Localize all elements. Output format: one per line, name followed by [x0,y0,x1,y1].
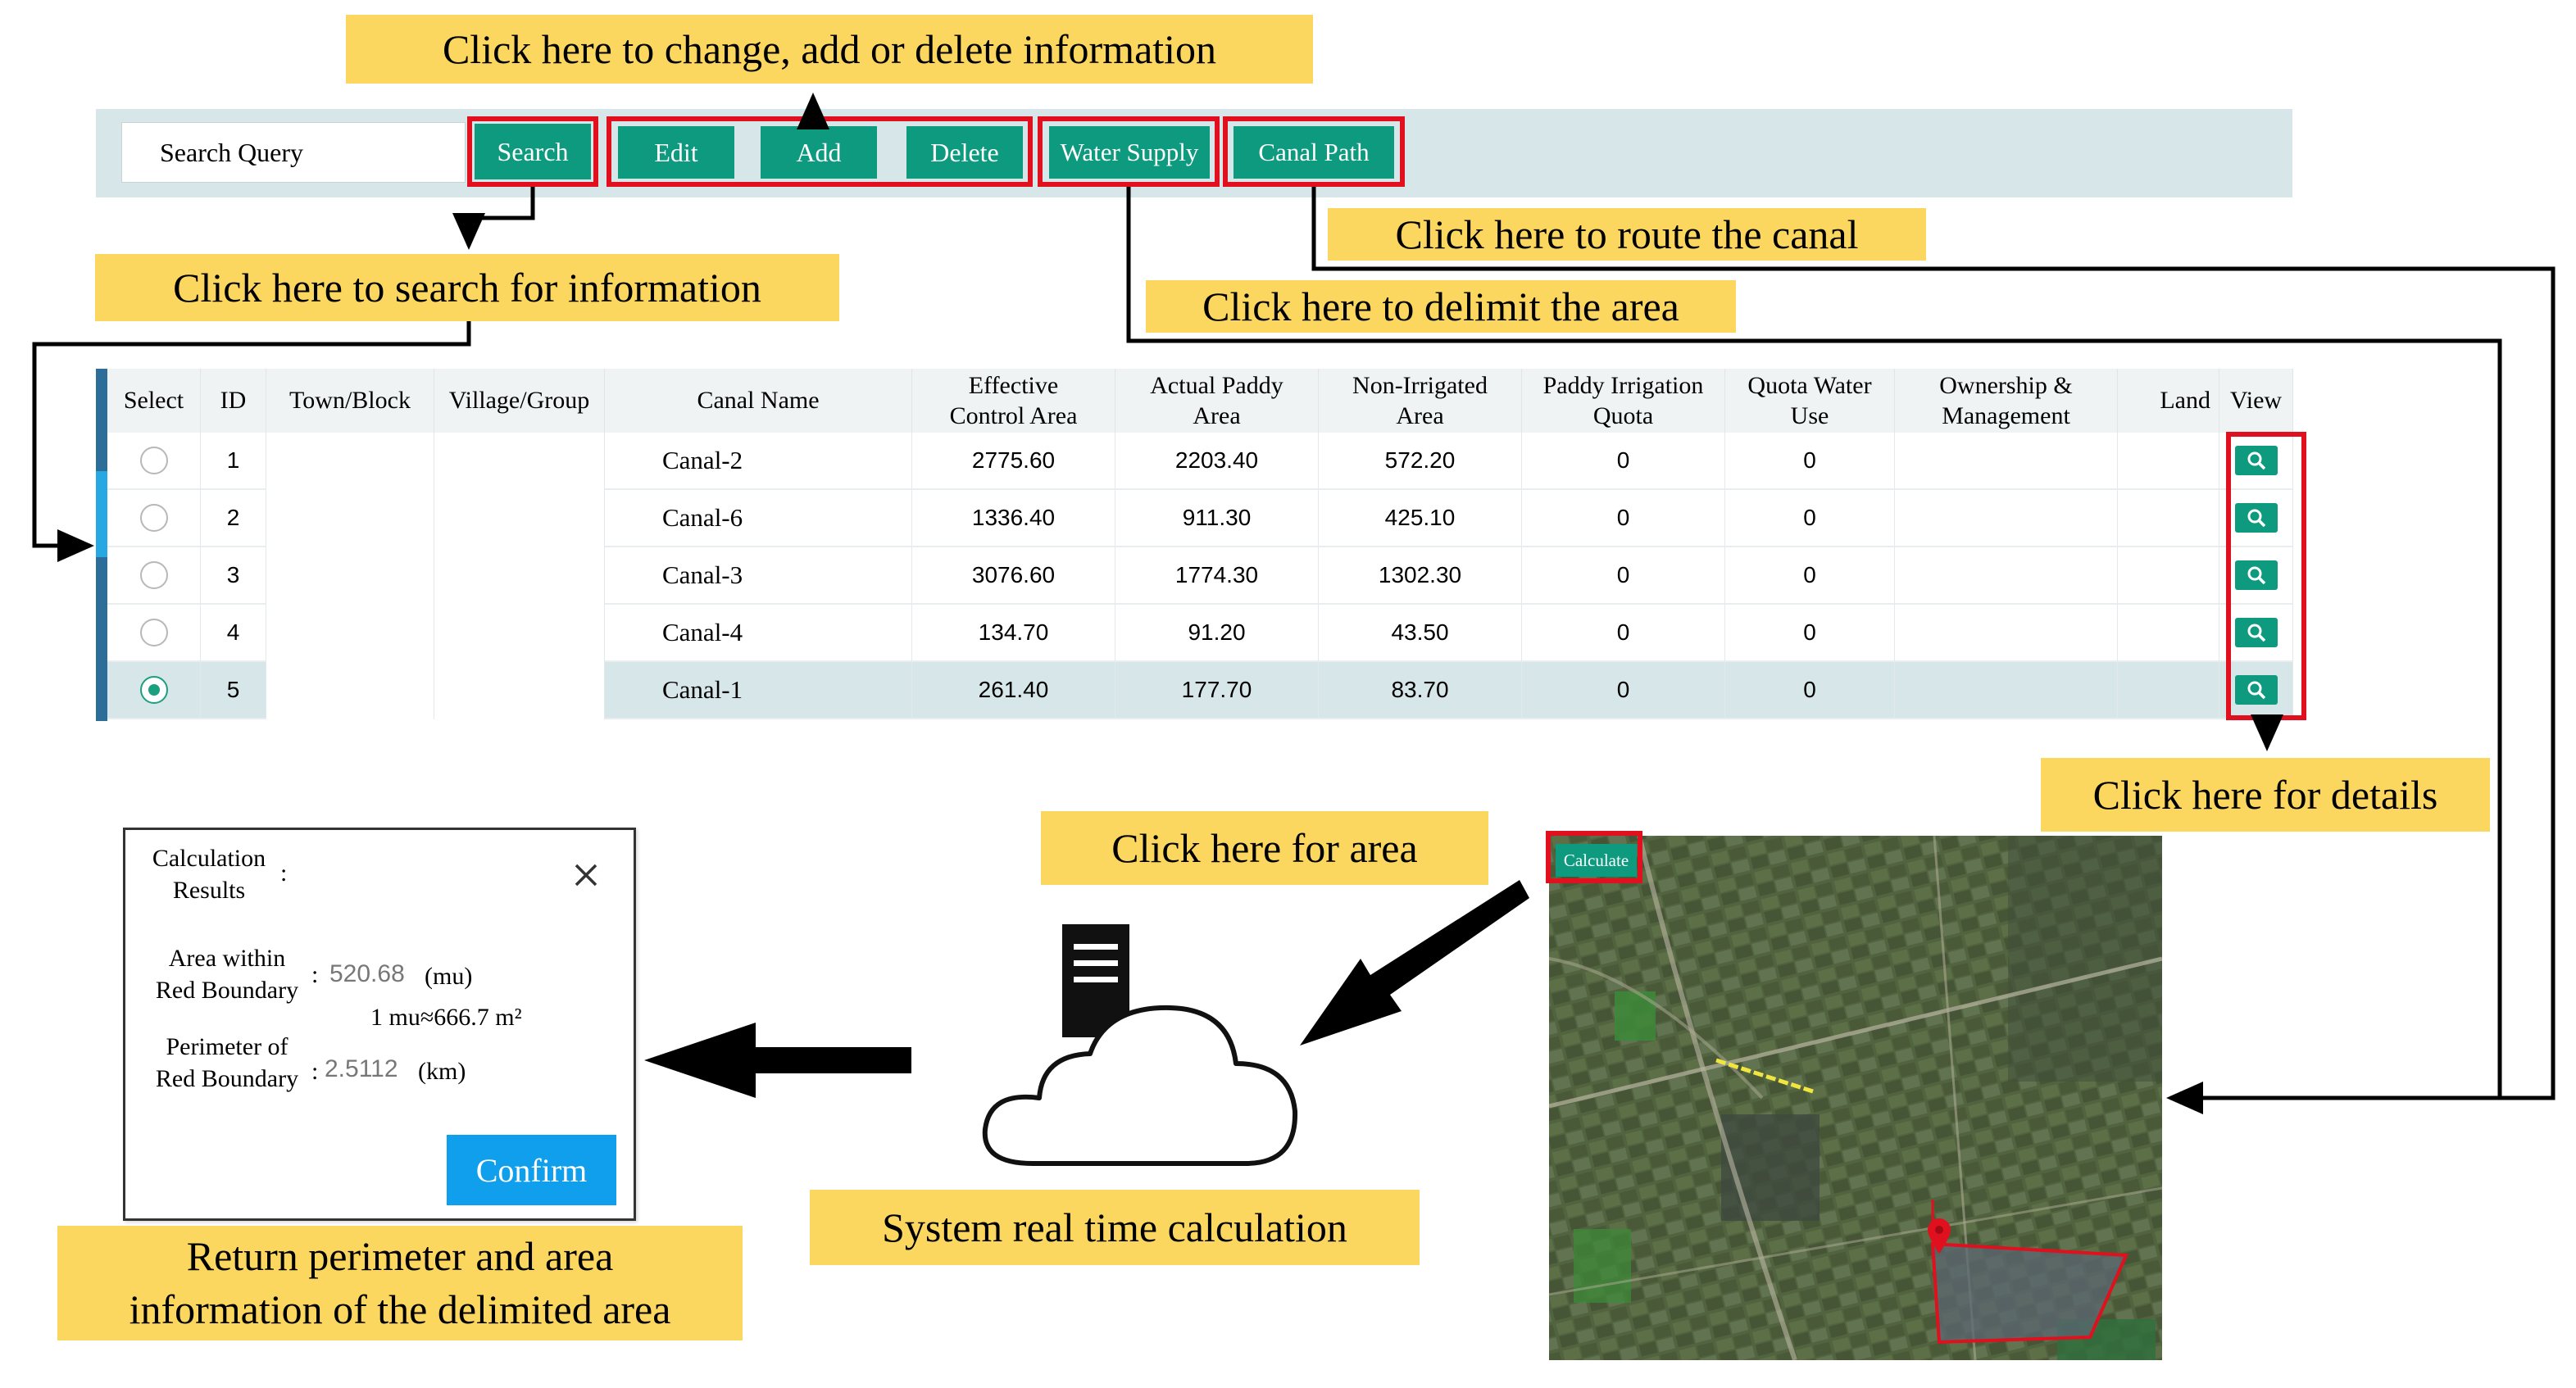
cell-village [434,547,605,605]
cell-ownership [1895,662,2118,719]
cell-canal: Canal-2 [605,433,912,490]
cell-paddy: 177.70 [1115,662,1319,719]
cell-effective: 2775.60 [912,433,1115,490]
magnifier-icon [2246,565,2267,586]
header-land: Land [2118,369,2219,433]
cell-ownership [1895,433,2118,490]
cell-ownership [1895,605,2118,662]
row-view [2219,662,2293,719]
row-select [107,605,201,662]
cell-ownership [1895,490,2118,547]
cell-canal: Canal-4 [605,605,912,662]
cell-village [434,605,605,662]
header-quota: Paddy Irrigation Quota [1522,369,1725,433]
delete-button[interactable]: Delete [906,126,1023,179]
cell-nonirrigated: 43.50 [1319,605,1522,662]
area-colon: : [311,961,319,988]
header-village: Village/Group [434,369,605,433]
header-paddy: Actual Paddy Area [1115,369,1319,433]
view-details-button[interactable] [2235,675,2278,705]
unit-conversion: 1 mu≈666.7 m² [370,1004,522,1031]
header-ownership: Ownership & Management [1895,369,2118,433]
cell-ownership [1895,547,2118,605]
cell-village [434,433,605,490]
cell-water: 0 [1725,547,1895,605]
header-canal: Canal Name [605,369,912,433]
cell-id: 4 [201,605,266,662]
perimeter-value: 2.5112 [325,1055,398,1082]
header-nonirrigated: Non-Irrigated Area [1319,369,1522,433]
header-view: View [2219,369,2293,433]
row-select-radio[interactable] [140,504,168,532]
cell-id: 5 [201,662,266,719]
confirm-button[interactable]: Confirm [447,1135,616,1205]
area-unit: (mu) [425,963,473,990]
cell-effective: 134.70 [912,605,1115,662]
cell-effective: 3076.60 [912,547,1115,605]
row-view [2219,490,2293,547]
magnifier-icon [2246,622,2267,643]
cell-quota: 0 [1522,547,1725,605]
row-select [107,490,201,547]
cloud-server-icon [975,918,1311,1180]
cell-nonirrigated: 572.20 [1319,433,1522,490]
cell-village [434,490,605,547]
search-button[interactable]: Search [475,124,591,179]
cell-water: 0 [1725,662,1895,719]
cell-land [2118,662,2219,719]
cell-quota: 0 [1522,490,1725,547]
callout-delimit-area: Click here to delimit the area [1146,280,1736,333]
perimeter-colon: : [311,1058,319,1085]
cell-canal: Canal-1 [605,662,912,719]
cell-town [266,662,434,719]
row-select-radio[interactable] [140,561,168,589]
calculate-button[interactable]: Calculate [1556,844,1637,877]
cell-quota: 0 [1522,662,1725,719]
satellite-map[interactable] [1549,836,2162,1360]
area-value: 520.68 [329,960,405,987]
cell-town [266,490,434,547]
perimeter-unit: (km) [418,1058,466,1085]
cell-nonirrigated: 425.10 [1319,490,1522,547]
dialog-title: Calculation Results [152,845,266,904]
table-accent-highlight [96,471,107,557]
header-select: Select [107,369,201,433]
cell-land [2118,490,2219,547]
callout-area: Click here for area [1041,811,1488,885]
row-view [2219,433,2293,490]
callout-change-add-delete: Click here to change, add or delete information [346,15,1313,84]
cell-paddy: 91.20 [1115,605,1319,662]
view-details-button[interactable] [2235,618,2278,647]
row-select-radio[interactable] [140,676,168,704]
cell-paddy: 2203.40 [1115,433,1319,490]
cell-water: 0 [1725,490,1895,547]
close-icon[interactable] [571,860,601,890]
cell-canal: Canal-3 [605,547,912,605]
cell-quota: 0 [1522,433,1725,490]
edit-button[interactable]: Edit [618,126,734,179]
callout-search: Click here to search for information [95,254,839,321]
cell-land [2118,433,2219,490]
canal-path-button[interactable]: Canal Path [1233,126,1394,179]
dialog-title-colon: : [280,860,288,887]
magnifier-icon [2246,679,2267,701]
callout-return: Return perimeter and area information of the delimited area [57,1226,743,1340]
cell-paddy: 1774.30 [1115,547,1319,605]
row-select [107,433,201,490]
header-id: ID [201,369,266,433]
row-select [107,547,201,605]
cell-id: 3 [201,547,266,605]
magnifier-icon [2246,507,2267,528]
cell-village [434,662,605,719]
magnifier-icon [2246,450,2267,471]
perimeter-label: Perimeter of Red Boundary [155,1033,299,1092]
cell-effective: 261.40 [912,662,1115,719]
header-town: Town/Block [266,369,434,433]
row-select-radio[interactable] [140,447,168,474]
view-details-button[interactable] [2235,446,2278,475]
header-water: Quota Water Use [1725,369,1895,433]
view-details-button[interactable] [2235,503,2278,533]
cell-land [2118,547,2219,605]
callout-route-canal: Click here to route the canal [1328,208,1926,261]
callout-realtime: System real time calculation [810,1190,1420,1265]
cell-water: 0 [1725,605,1895,662]
cell-canal: Canal-6 [605,490,912,547]
area-label: Area within Red Boundary [155,945,299,1004]
cell-town [266,547,434,605]
row-view [2219,605,2293,662]
row-select-radio[interactable] [140,619,168,646]
cell-quota: 0 [1522,605,1725,662]
view-details-button[interactable] [2235,560,2278,590]
row-view [2219,547,2293,605]
cell-town [266,433,434,490]
cell-water: 0 [1725,433,1895,490]
row-select [107,662,201,719]
cell-nonirrigated: 1302.30 [1319,547,1522,605]
add-button[interactable]: Add [761,126,877,179]
cell-id: 2 [201,490,266,547]
map-pin-icon [1926,1218,1952,1255]
callout-details: Click here for details [2041,758,2490,832]
header-effective: Effective Control Area [912,369,1115,433]
cell-id: 1 [201,433,266,490]
search-input[interactable]: Search Query [121,122,466,183]
cell-paddy: 911.30 [1115,490,1319,547]
cell-nonirrigated: 83.70 [1319,662,1522,719]
cell-town [266,605,434,662]
cell-land [2118,605,2219,662]
cell-effective: 1336.40 [912,490,1115,547]
water-supply-button[interactable]: Water Supply [1049,126,1210,179]
